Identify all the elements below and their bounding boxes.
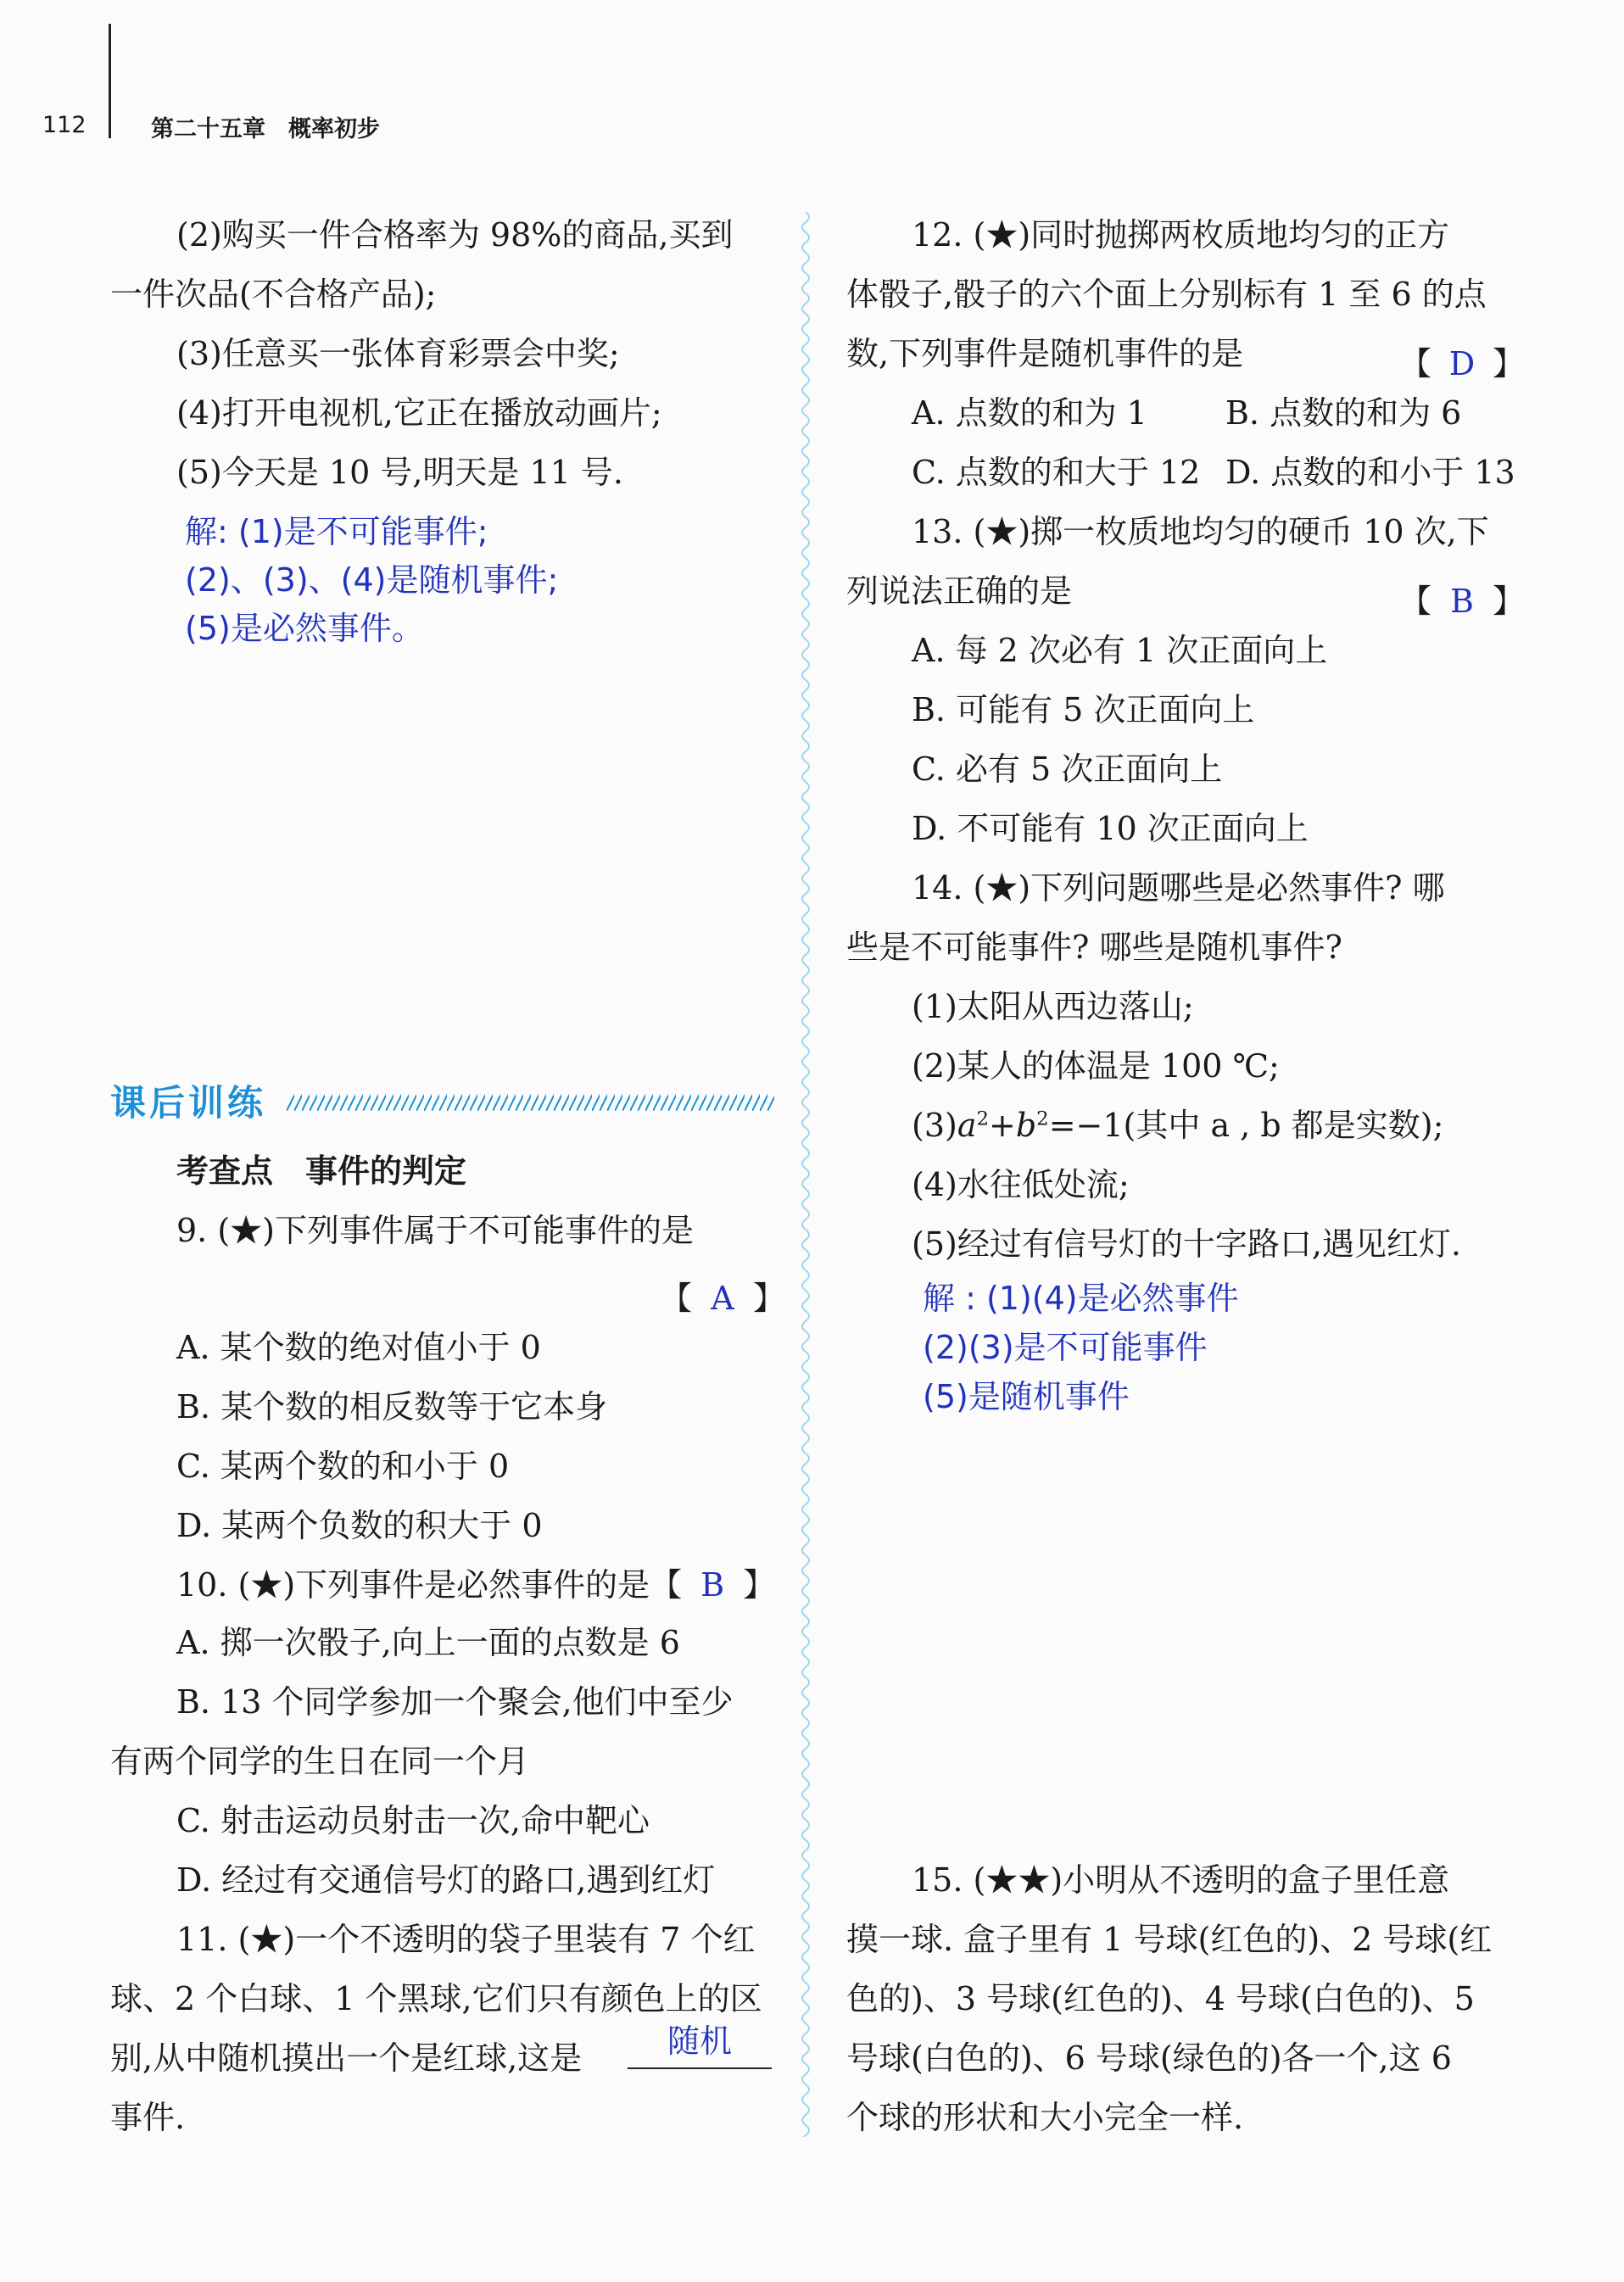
- q14-exp-a: 2: [976, 1108, 989, 1130]
- q9-option-a: A. 某个数的绝对值小于 0: [176, 1329, 541, 1366]
- q12-answer: D: [1448, 345, 1476, 382]
- q9-answer-bracket: 【 A 】: [660, 1280, 786, 1317]
- q13-option-c: C. 必有 5 次正面向上: [912, 750, 1223, 788]
- q9-answer: A: [711, 1280, 734, 1317]
- section-subtitle: 考查点 事件的判定: [176, 1152, 467, 1190]
- q11-end: 事件.: [110, 2099, 186, 2136]
- q14-exp-b: 2: [1036, 1108, 1049, 1130]
- q13-line-2: 列说法正确的是: [846, 572, 1073, 610]
- q8-line-1: (2)购买一件合格率为 98%的商品,买到: [176, 216, 734, 254]
- q10-option-b: B. 13 个同学参加一个聚会,他们中至少: [176, 1683, 734, 1721]
- q14-var-a: a: [957, 1107, 977, 1144]
- q15-line-5: 个球的形状和大小完全一样.: [846, 2099, 1244, 2136]
- q8-answer-1: 解: (1)是不可能事件;: [185, 513, 488, 550]
- q12-line-2: 体骰子,骰子的六个面上分别标有 1 至 6 的点: [846, 276, 1487, 313]
- q10-stem-text: 10. (★)下列事件是必然事件的是: [176, 1566, 650, 1604]
- q8-line-3: (3)任意买一张体育彩票会中奖;: [176, 335, 620, 372]
- q10-option-b-cont: 有两个同学的生日在同一个月: [110, 1743, 530, 1780]
- q9-option-c: C. 某两个数的和小于 0: [176, 1448, 510, 1485]
- q12-line-1: 12. (★)同时抛掷两枚质地均匀的正方: [912, 216, 1450, 254]
- q10-answer: B: [700, 1566, 725, 1604]
- q11-line-1: 11. (★)一个不透明的袋子里装有 7 个红: [176, 1921, 756, 1958]
- q14-item-2: (2)某人的体温是 100 ℃;: [912, 1047, 1280, 1085]
- q11-blank: [628, 2025, 772, 2069]
- q14-line-1: 14. (★)下列问题哪些是必然事件? 哪: [912, 869, 1445, 907]
- section-title: 课后训练: [110, 1082, 267, 1124]
- q10-option-d: D. 经过有交通信号灯的路口,遇到红灯: [176, 1861, 716, 1899]
- q14-item-3: $(3)a^2+b^2=-1$(其中 a , b 都是实数);: [912, 1107, 1444, 1144]
- q10-option-c: C. 射击运动员射击一次,命中靶心: [176, 1802, 650, 1839]
- q9-option-d: D. 某两个负数的积大于 0: [176, 1507, 543, 1544]
- q14-answer-2: (2)(3)是不可能事件: [923, 1329, 1208, 1366]
- q13-answer: B: [1450, 583, 1474, 620]
- q9-stem: 9. (★)下列事件属于不可能事件的是: [176, 1212, 694, 1249]
- section-hatch: [287, 1084, 774, 1111]
- q14-answer-1: 解 : (1)(4)是必然事件: [923, 1280, 1239, 1317]
- q14-line-2: 些是不可能事件? 哪些是随机事件?: [846, 929, 1342, 966]
- q11-line-3: 别,从中随机摸出一个是红球,这是: [110, 2039, 583, 2077]
- q12-option-b: B. 点数的和为 6: [1225, 394, 1462, 432]
- q14-item-1: (1)太阳从西边落山;: [912, 988, 1194, 1025]
- q14-item-3-prefix: (3): [912, 1107, 957, 1144]
- q8-answer-2: (2)、(3)、(4)是随机事件;: [185, 561, 559, 599]
- q13-line-1: 13. (★)掷一枚质地均匀的硬币 10 次,下: [912, 513, 1489, 550]
- q13-option-a: A. 每 2 次必有 1 次正面向上: [912, 632, 1328, 669]
- q14-item-5: (5)经过有信号灯的十字路口,遇见红灯.: [912, 1225, 1461, 1263]
- q13-answer-bracket: 【 B 】: [1399, 583, 1526, 620]
- q14-item-3-rest: =−1(其中 a , b 都是实数);: [1048, 1107, 1444, 1144]
- chapter-title: 第二十五章 概率初步: [151, 116, 380, 142]
- q12-answer-bracket: 【 D 】: [1399, 345, 1526, 382]
- q8-line-5: (5)今天是 10 号,明天是 11 号.: [176, 454, 624, 491]
- q15-line-2: 摸一球. 盒子里有 1 号球(红色的)、2 号球(红: [846, 1921, 1493, 1958]
- q11-line-2: 球、2 个白球、1 个黑球,它们只有颜色上的区: [110, 1980, 762, 2017]
- q15-line-1: 15. (★★)小明从不透明的盒子里任意: [912, 1861, 1450, 1899]
- q10-option-a: A. 掷一次骰子,向上一面的点数是 6: [176, 1624, 680, 1661]
- q12-option-a: A. 点数的和为 1: [912, 394, 1147, 432]
- header-rule: [109, 24, 111, 138]
- q14-var-b: b: [1015, 1107, 1037, 1144]
- q13-option-d: D. 不可能有 10 次正面向上: [912, 810, 1309, 847]
- column-divider: [795, 212, 816, 2137]
- q8-answer-3: (5)是必然事件。: [185, 610, 424, 647]
- q12-line-3: 数,下列事件是随机事件的是: [846, 335, 1244, 372]
- q15-line-4: 号球(白色的)、6 号球(绿色的)各一个,这 6: [846, 2039, 1452, 2077]
- q10-stem: 10. (★)下列事件是必然事件的是【 B 】: [176, 1566, 776, 1604]
- q14-item-4: (4)水往低处流;: [912, 1166, 1130, 1203]
- q12-option-d: D. 点数的和小于 13: [1225, 454, 1515, 491]
- q8-line-2: 一件次品(不合格产品);: [110, 276, 437, 313]
- q11-blank-answer: 随机: [667, 2023, 732, 2060]
- q14-answer-3: (5)是随机事件: [923, 1378, 1130, 1415]
- q12-option-c: C. 点数的和大于 12: [912, 454, 1201, 491]
- q13-option-b: B. 可能有 5 次正面向上: [912, 691, 1255, 728]
- q9-option-b: B. 某个数的相反数等于它本身: [176, 1388, 608, 1426]
- q15-line-3: 色的)、3 号球(红色的)、4 号球(白色的)、5: [846, 1980, 1475, 2017]
- page-number: 112: [42, 112, 87, 138]
- q8-line-4: (4)打开电视机,它正在播放动画片;: [176, 394, 662, 432]
